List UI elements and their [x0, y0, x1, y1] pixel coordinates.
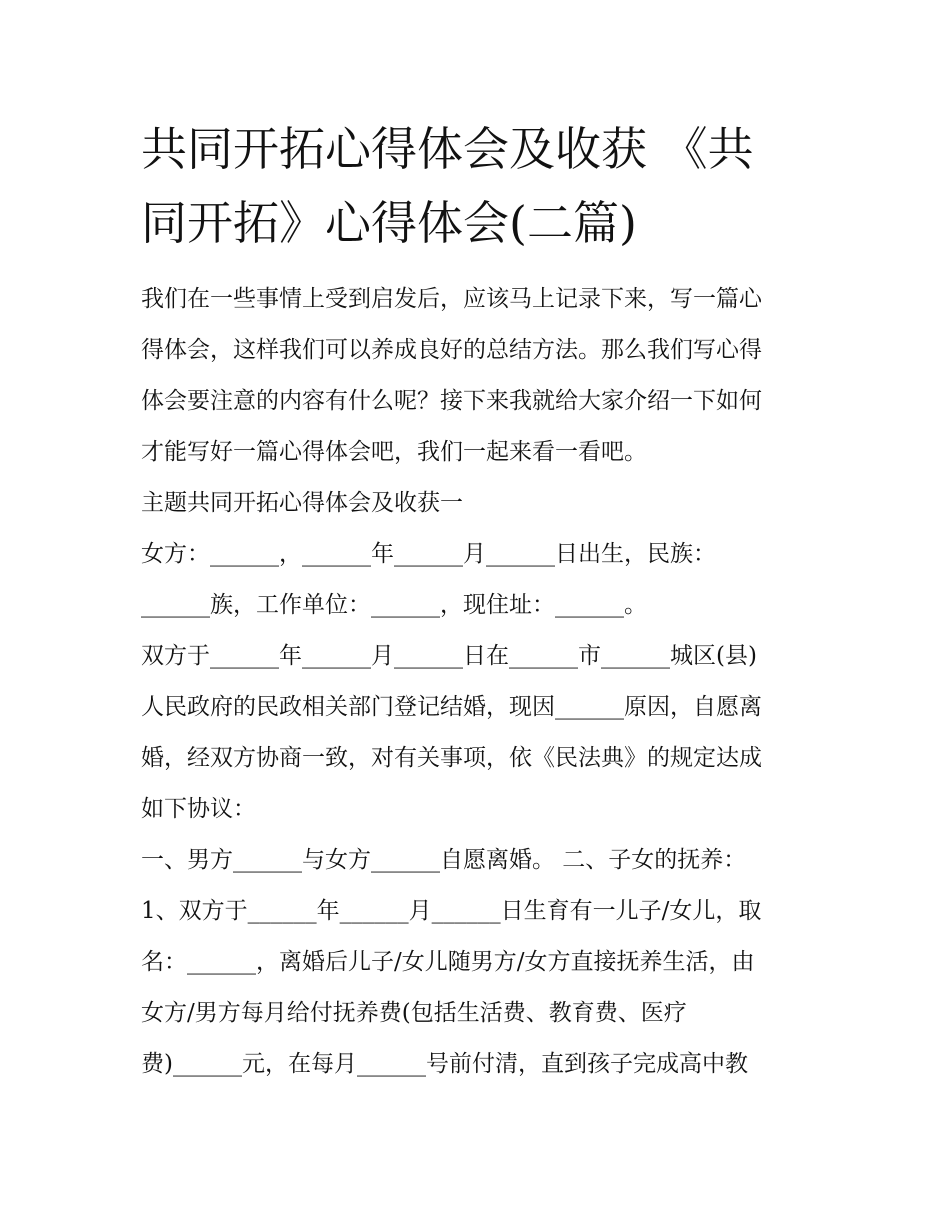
- body-line-12: 一、男方______与女方______自愿离婚。 二、子女的抚养：: [141, 847, 747, 873]
- title-line-2: 同开拓》心得体会(二篇): [141, 196, 637, 250]
- body-line-11: 如下协议：: [141, 796, 256, 822]
- body-line-14: 名：______，离婚后儿子/女儿随男方/女方直接抚养生活，由: [141, 949, 755, 975]
- body-line-8: 双方于______年______月______日在______市______城区(县): [141, 643, 757, 669]
- body-line-13: 1、双方于______年______月______日生育有一儿子/女儿，取: [141, 898, 762, 924]
- body-line-10: 婚，经双方协商一致，对有关事项，依《民法典》的规定达成: [141, 745, 762, 771]
- document-title: [141, 112, 813, 260]
- body-line-3: 体会要注意的内容有什么呢？接下来我就给大家介绍一下如何: [141, 388, 762, 414]
- title-line-1: 共同开拓心得体会及收获 《共: [141, 122, 754, 176]
- body-line-1: 我们在一些事情上受到启发后，应该马上记录下来，写一篇心: [141, 286, 762, 312]
- document-body: [141, 274, 813, 1090]
- body-line-6: 女方：______，______年______月______日出生，民族：: [141, 541, 716, 567]
- body-line-15: 女方/男方每月给付抚养费(包括生活费、教育费、医疗: [141, 1000, 687, 1026]
- section-heading-1: 主题共同开拓心得体会及收获一: [141, 490, 463, 516]
- document-content: [141, 112, 813, 1090]
- body-line-16: 费)______元，在每月______号前付清，直到孩子完成高中教: [141, 1051, 748, 1077]
- body-line-2: 得体会，这样我们可以养成良好的总结方法。那么我们写心得: [141, 337, 762, 363]
- body-line-4: 才能写好一篇心得体会吧，我们一起来看一看吧。: [141, 439, 647, 465]
- body-line-7: ______族，工作单位：______，现住址：______。: [141, 592, 647, 618]
- body-line-9: 人民政府的民政相关部门登记结婚，现因______原因，自愿离: [141, 694, 762, 720]
